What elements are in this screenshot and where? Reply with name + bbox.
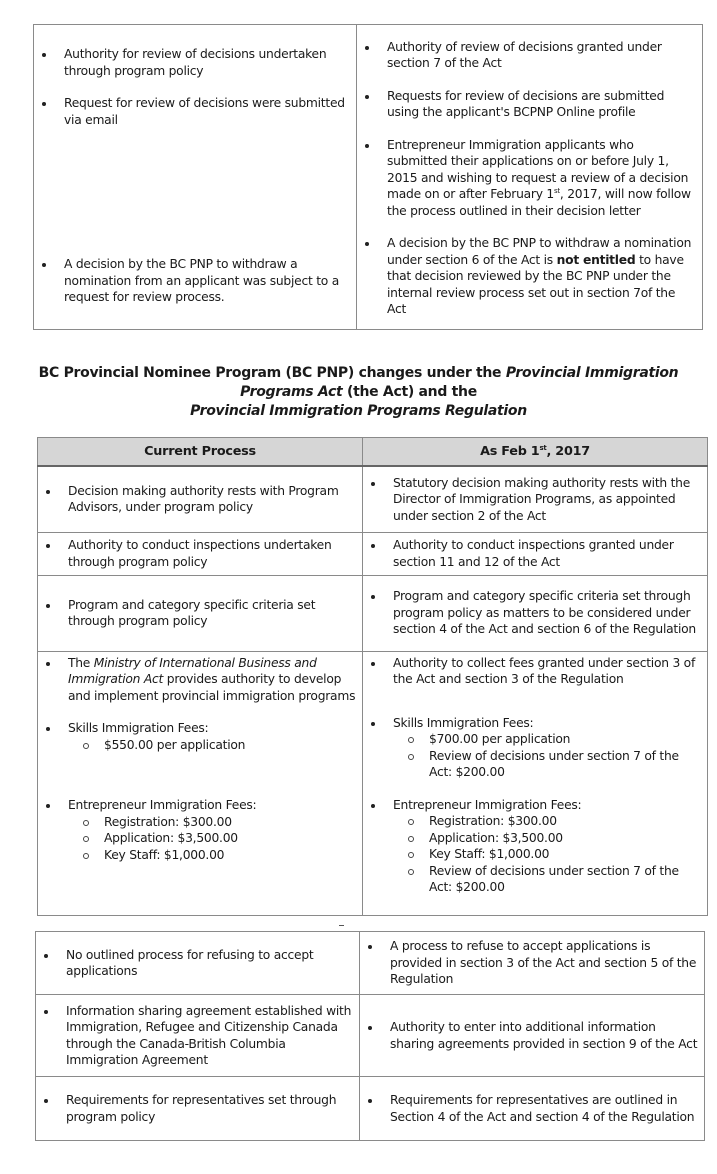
list-item (387, 235, 696, 318)
list-item-entrepreneur-fees (68, 797, 356, 863)
table-row (36, 932, 705, 995)
current-process-cell (38, 532, 363, 575)
review-comparison-table (33, 24, 703, 330)
list-item: Authority of review of decisions granted under section 7 of the Act (387, 39, 696, 72)
changes-comparison-table (37, 437, 708, 916)
new-process-cell (360, 932, 705, 995)
fees-label: Entrepreneur Immigration Fees: (393, 797, 582, 812)
header-text: , 2017 (546, 444, 590, 459)
list-item: Authority to enter into additional information sharing agreements provided in section 9 of the Act (390, 1020, 698, 1051)
section-title (0, 364, 717, 421)
sub-item: Application: $3,500.00 (104, 830, 356, 847)
new-process-cell (360, 1077, 705, 1141)
list-item: Authority to conduct inspections undertaken through program policy (68, 537, 356, 570)
sub-list (68, 814, 356, 864)
list-item: Authority for review of decisions undertaken through program policy (64, 46, 350, 79)
sub-list (393, 813, 701, 896)
item-text: Requests for review of decisions are submitted using the applicant's BCPNP Online profile (387, 88, 665, 119)
emphasis-text: not entitled (556, 252, 636, 267)
table-row (38, 532, 708, 575)
bullet-list (387, 39, 696, 318)
list-item: Authority to conduct inspections granted under section 11 and 12 of the Act (393, 537, 701, 570)
list-item (387, 137, 696, 220)
new-process-cell (363, 532, 708, 575)
table-row (38, 466, 708, 532)
list-item (387, 88, 696, 121)
list-item: Requirements for representatives are outlined in Section 4 of the Act and section 4 of the Regulation (390, 1092, 698, 1125)
sub-item: Key Staff: $1,000.00 (429, 846, 701, 863)
list-item-skills-fees (68, 720, 356, 753)
list-item: Program and category specific criteria set through program policy as matters to be considered under section 4 of the Act and section 6 of the Regulation (393, 588, 701, 638)
new-process-cell (363, 466, 708, 532)
new-process-cell (360, 995, 705, 1077)
title-text: BC Provincial Nominee Program (BC PNP) changes under the (38, 365, 506, 381)
current-process-cell (38, 575, 363, 651)
current-process-cell (34, 25, 357, 330)
item-text: to have that decision reviewed by the BC PNP under the internal review process set out in section 7of the Act (387, 252, 684, 316)
list-item-entrepreneur-fees (393, 797, 701, 896)
page-break-mark (339, 925, 344, 926)
list-item: No outlined process for refusing to accept applications (66, 947, 353, 980)
list-item: A decision by the BC PNP to withdraw a nomination from an applicant was subject to a request for review process. (64, 256, 350, 306)
list-item: Decision making authority rests with Program Advisors, under program policy (68, 483, 356, 516)
current-process-cell (38, 651, 363, 915)
list-item (68, 655, 356, 705)
bullet-list (393, 655, 701, 896)
sub-list (393, 731, 701, 781)
list-item: A process to refuse to accept applications is provided in section 3 of the Act and section 5 of the Regulation (390, 939, 697, 987)
list-item: Statutory decision making authority rests with the Director of Immigration Programs, as appointed under section 2 of the Act (393, 475, 701, 525)
list-item: Request for review of decisions were submitted via email (64, 95, 350, 128)
list-item: Requirements for representatives set through program policy (66, 1092, 353, 1125)
list-item: Program and category specific criteria set through program policy (68, 597, 356, 630)
item-text: The (68, 655, 94, 670)
item-text: A decision by the BC PNP to withdraw a nomination under section 6 of the Act is (387, 236, 692, 267)
sub-item: Registration: $300.00 (104, 814, 356, 831)
table-row (36, 995, 705, 1077)
header-text: As Feb 1 (480, 444, 540, 459)
sub-item: Registration: $300.00 (429, 813, 701, 830)
new-process-cell (363, 575, 708, 651)
act-name: Provincial Immigration Programs Act (240, 365, 679, 400)
sub-list (68, 737, 356, 754)
list-item: Information sharing agreement established with Immigration, Refugee and Citizenship Canada through the Canada-British Columbia Immigration Agreement (66, 1003, 352, 1067)
current-process-cell (38, 466, 363, 532)
list-item-skills-fees (393, 715, 701, 781)
current-process-cell (36, 1077, 360, 1141)
table-row (38, 575, 708, 651)
column-header-as-feb-2017 (363, 438, 708, 467)
sub-item: Review of decisions under section 7 of the Act: $200.00 (429, 748, 701, 781)
title-text: (the Act) and the (342, 384, 477, 400)
current-process-cell (36, 932, 360, 995)
sub-item: $550.00 per application (104, 737, 356, 754)
sub-item: Key Staff: $1,000.00 (104, 847, 356, 864)
new-process-cell (363, 651, 708, 915)
sub-item: $700.00 per application (429, 731, 701, 748)
item-text: , 2017, will now follow the process outlined in their decision letter (387, 187, 691, 218)
current-process-cell (36, 995, 360, 1077)
fees-label: Skills Immigration Fees: (68, 721, 209, 735)
additional-changes-table (35, 931, 705, 1141)
item-text: Entrepreneur Immigration applicants who submitted their applications on or before July 1, 2015 and wishing to request a review of a decision made on or after February 1 (387, 137, 689, 201)
fees-label: Skills Immigration Fees: (393, 715, 534, 730)
regulation-name: Provincial Immigration Programs Regulation (190, 403, 527, 419)
fees-row (38, 651, 708, 915)
sub-item: Review of decisions under section 7 of the Act: $200.00 (429, 863, 701, 896)
column-header-current-process: Current Process (38, 438, 363, 467)
item-text: provides authority to develop and implement provincial immigration programs (68, 672, 356, 703)
header-row (38, 438, 708, 467)
sub-item: Application: $3,500.00 (429, 830, 701, 847)
act-name: Ministry of International Business and Immigration Act (68, 655, 317, 686)
bullet-list (68, 655, 356, 864)
ordinal-suffix: st (539, 444, 547, 452)
bullet-list (64, 46, 350, 306)
ordinal-suffix: st (553, 187, 560, 195)
table-row (34, 25, 703, 330)
fees-label: Entrepreneur Immigration Fees: (68, 798, 257, 812)
new-process-cell (357, 25, 703, 330)
table-row (36, 1077, 705, 1141)
list-item: Authority to collect fees granted under section 3 of the Act and section 3 of the Regulation (393, 655, 701, 688)
